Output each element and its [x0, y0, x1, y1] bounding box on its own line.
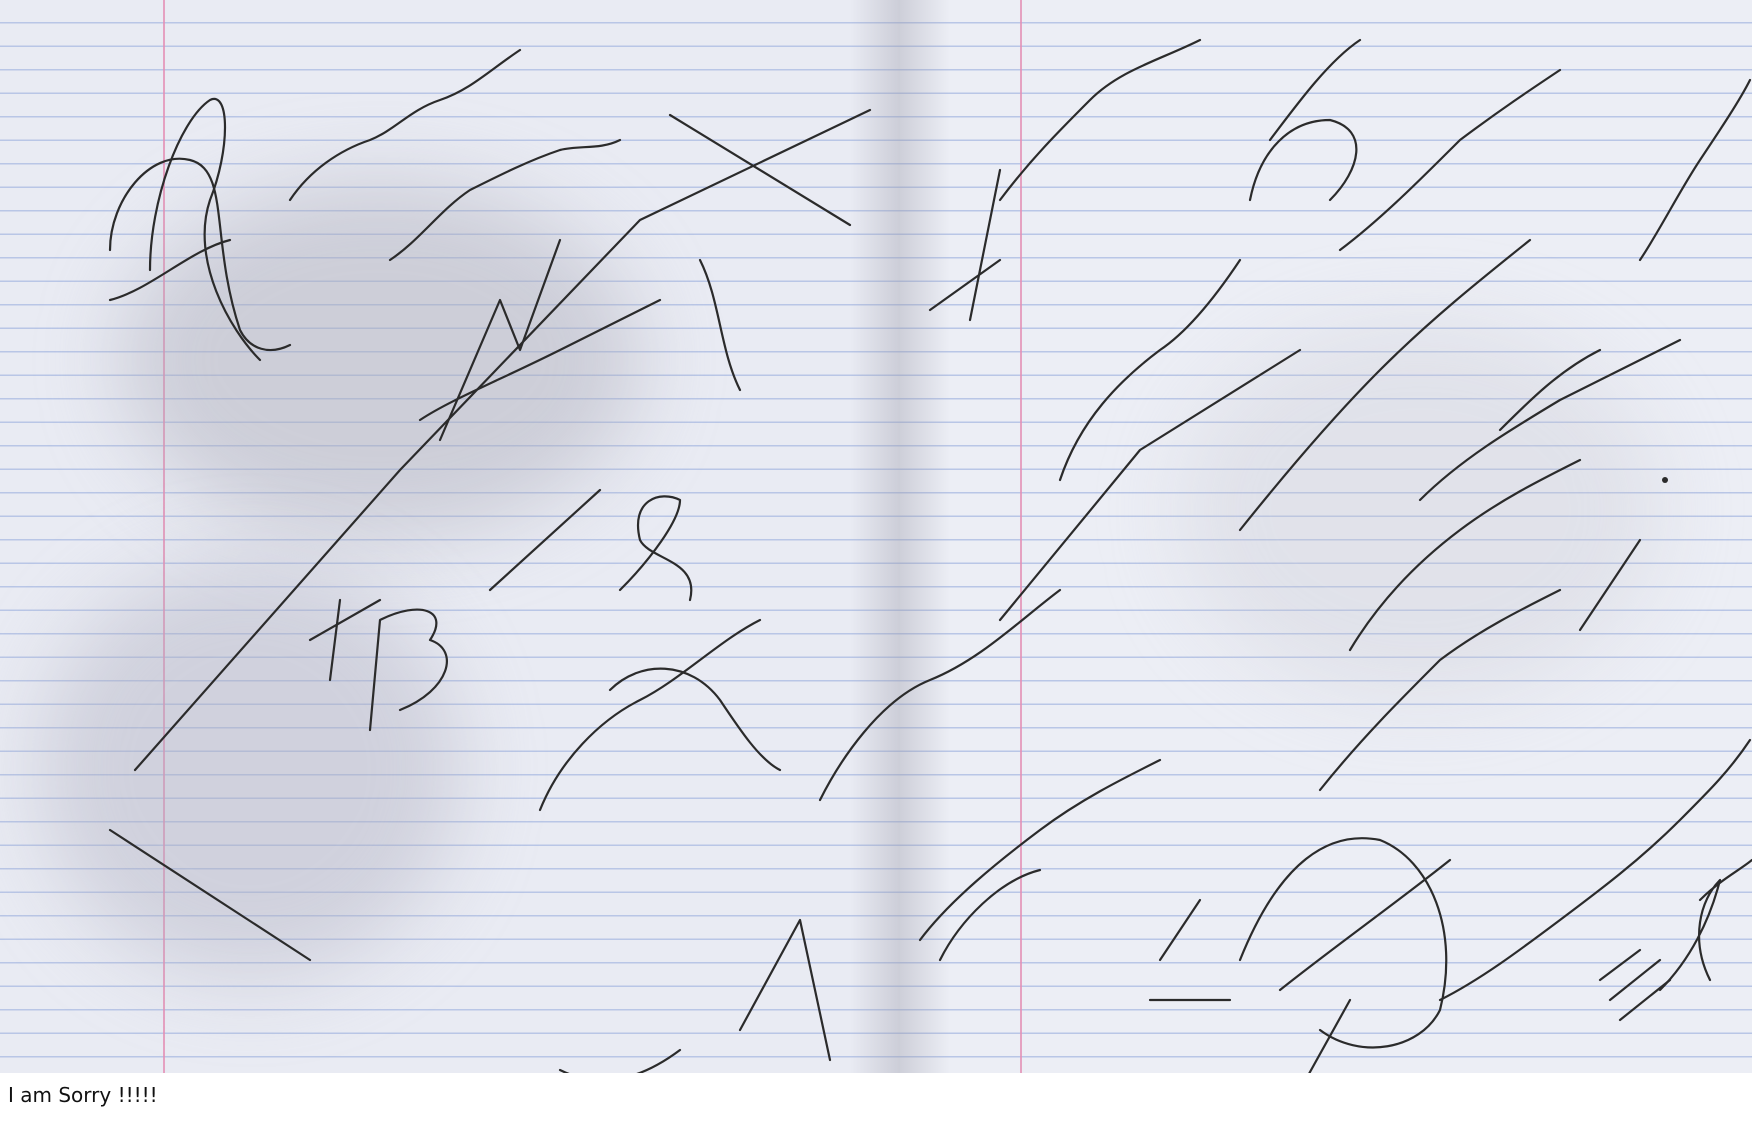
scribble-right-24 [1580, 540, 1640, 630]
scribble-right-6 [1060, 260, 1240, 480]
scribble-right-10 [1240, 240, 1530, 530]
scribble-right-14 [1500, 350, 1600, 430]
scribble-right-9 [1340, 70, 1560, 250]
scribble-letter-4 [620, 496, 691, 600]
scribble-right-8 [1270, 40, 1360, 140]
scribble-right-17 [1280, 860, 1450, 990]
scribble-right-1 [1000, 350, 1300, 620]
scribble-right-4 [930, 170, 1000, 320]
scribble-letter-1 [310, 600, 380, 680]
scribble-right-22 [1700, 860, 1752, 900]
scribble-cursive-5 [700, 260, 740, 390]
scribble-right-5 [1000, 40, 1200, 200]
scribble-right-11 [1320, 590, 1560, 790]
scribble-cursive-2 [390, 140, 620, 260]
scribble-letter-7 [820, 590, 1060, 800]
scribble-right-7 [1250, 120, 1356, 200]
scribble-right-23 [1150, 900, 1230, 1000]
caption-bar [0, 1073, 1752, 1137]
scribble-right-20 [1600, 950, 1670, 1020]
scribble-letter-8 [740, 920, 830, 1060]
scribble-short-diagonal [110, 830, 310, 960]
scribble-letter-6 [610, 669, 780, 770]
scribble-right-15 [1640, 80, 1750, 260]
scribble-letter-3 [490, 490, 600, 590]
scribble-right-3 [940, 870, 1040, 960]
ink-dot [1662, 477, 1668, 483]
scribble-loop-2 [150, 99, 260, 360]
scribble-right-21 [1660, 880, 1720, 990]
scribble-long-diagonal [135, 110, 870, 770]
scribble-letter-5 [540, 620, 760, 810]
caption-text: I am Sorry !!!!! [8, 1083, 158, 1107]
scribble-loop-1 [110, 159, 290, 350]
scribble-loop-3 [110, 240, 230, 300]
scribble-cursive-1 [290, 50, 520, 200]
scribble-right-2 [920, 760, 1160, 940]
scribble-right-12 [1350, 460, 1580, 650]
scribble-letter-2 [370, 610, 447, 730]
